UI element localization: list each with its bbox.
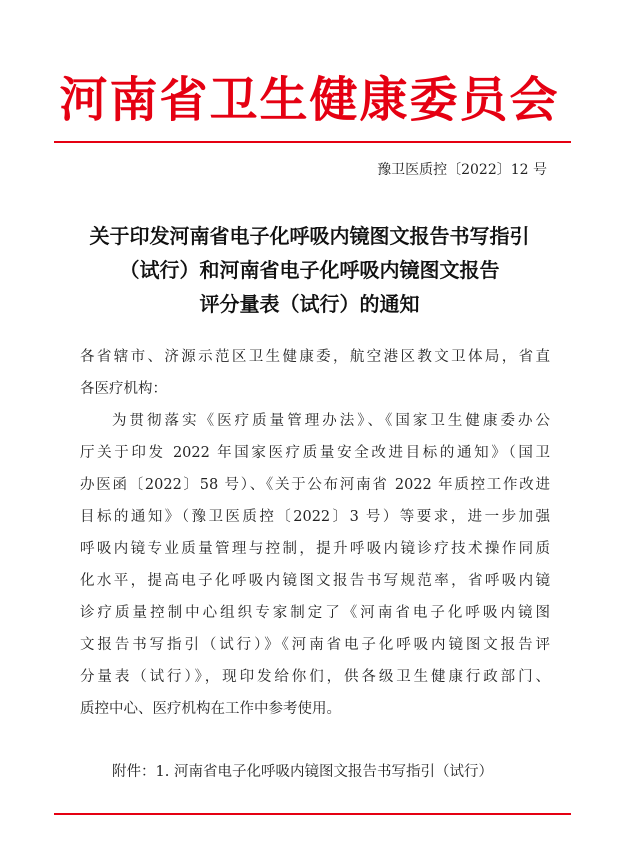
paragraph-line: 办医函〔2022〕58 号）、《关于公布河南省 2022 年质控工作改进 [80,477,550,493]
header-red-rule [54,141,571,143]
document-title [40,219,579,321]
paragraph-line: 分量表（试行）》，现印发给你们，供各级卫生健康行政部门、 [80,669,550,685]
paragraph-line: 厅关于印发 2022 年国家医疗质量安全改进目标的通知》（国卫 [80,445,550,461]
body-paragraph [80,405,550,725]
title-line-1: 关于印发河南省电子化呼吸内镜图文报告书写指引 [89,224,530,248]
addressee-line: 各省辖市、济源示范区卫生健康委，航空港区教文卫体局，省直 [80,349,550,365]
paragraph-line: 诊疗质量控制中心组织专家制定了《河南省电子化呼吸内镜图 [80,605,550,621]
paragraph-line: 化水平，提高电子化呼吸内镜图文报告书写规范率，省呼吸内镜 [80,573,550,589]
issuing-organization-header: 河南省卫生健康委员会 [59,72,560,128]
paragraph-line: 质控中心、医疗机构在工作中参考使用。 [80,701,341,717]
addressee-block [80,341,550,405]
document-number: 豫卫医质控〔2022〕12 号 [377,162,547,178]
title-line-2: （试行）和河南省电子化呼吸内镜图文报告 [119,258,500,282]
title-line-3: 评分量表（试行）的通知 [199,292,420,316]
paragraph-line: 呼吸内镜专业质量管理与控制，提升呼吸内镜诊疗技术操作同质 [80,541,550,557]
attachment-line: 附件：1. 河南省电子化呼吸内镜图文报告书写指引（试行） [112,764,493,780]
paragraph-line: 目标的通知》（豫卫医质控〔2022〕3 号）等要求，进一步加强 [80,509,550,525]
addressee-line: 各医疗机构： [80,381,167,397]
paragraph-line: 文报告书写指引（试行）》《河南省电子化呼吸内镜图文报告评 [80,637,550,653]
paragraph-line: 为贯彻落实《医疗质量管理办法》、《国家卫生健康委办公 [112,413,550,429]
footer-red-rule [54,813,571,815]
